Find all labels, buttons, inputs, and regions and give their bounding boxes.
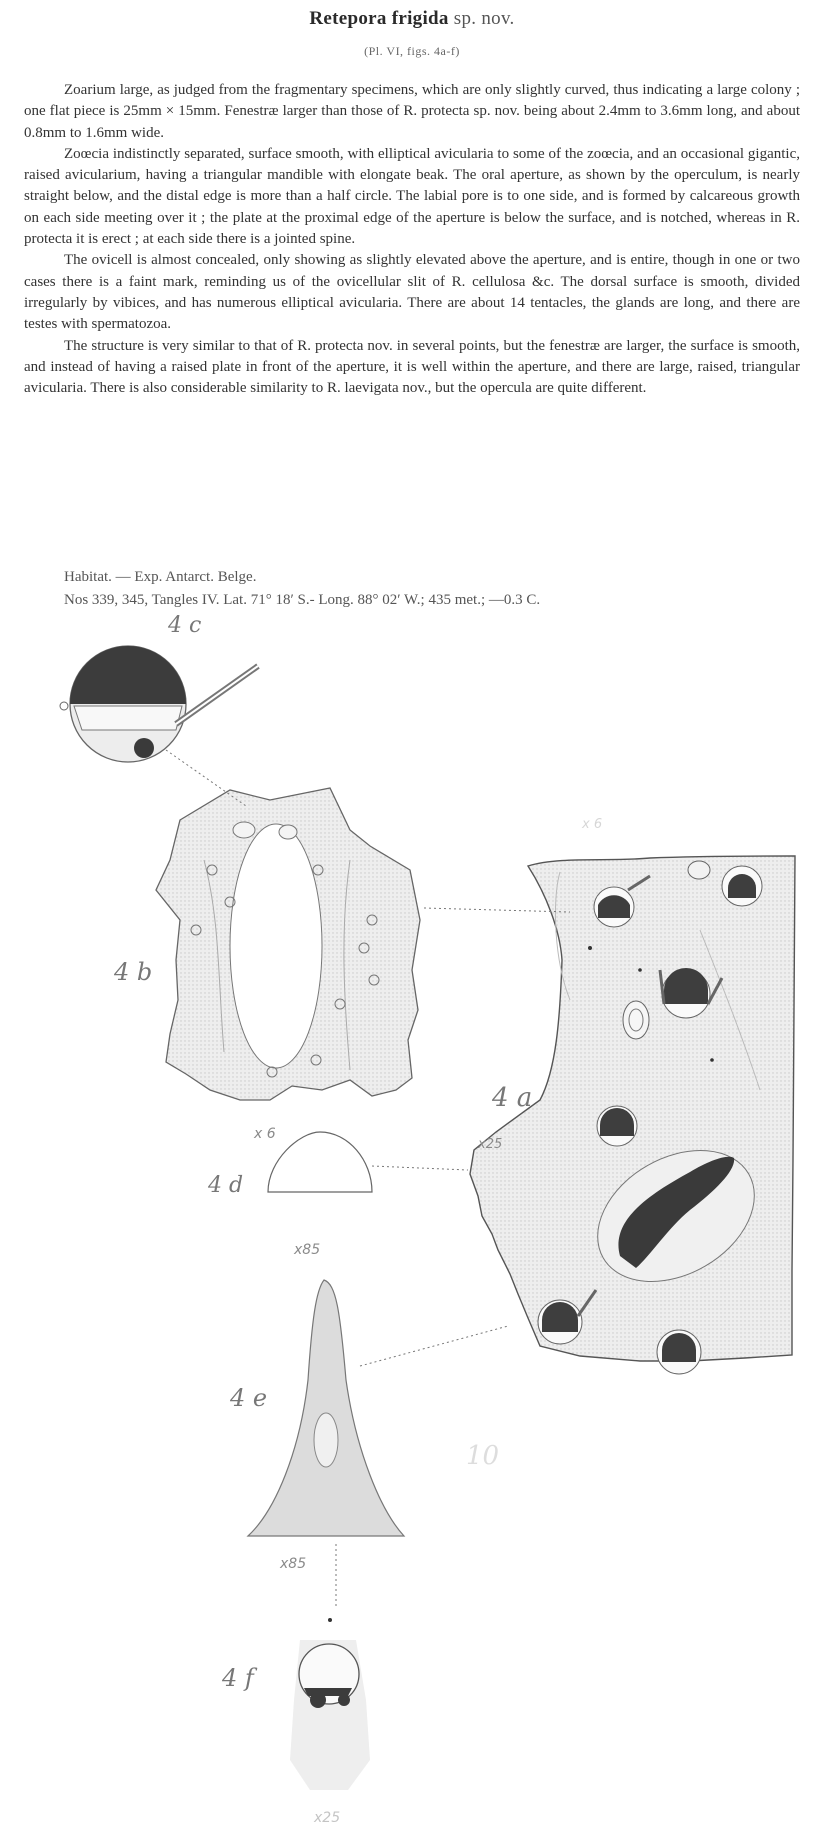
figure-label-4d: 4 d: [208, 1173, 244, 1198]
magnification-4d: x85: [294, 1242, 321, 1258]
magnification-4e: x85: [280, 1556, 307, 1572]
figure-4f-zooecium: [290, 1618, 370, 1790]
figure-4a-fragment: [470, 856, 795, 1374]
figure-label-4a: 4 a: [492, 1083, 533, 1113]
figure-label-4e: 4 e: [230, 1384, 268, 1412]
magnification-4b: x 6: [254, 1126, 276, 1142]
magnification-faint: x 6: [582, 817, 603, 832]
plate-reference: (Pl. VI, figs. 4a-f): [364, 44, 460, 58]
habitat-line: Habitat. — Exp. Antarct. Belge.: [64, 569, 257, 585]
figure-4e-mandible: [248, 1280, 404, 1536]
paragraph-zoarium: Zoarium large, as judged from the fragmentary specimens, which are only slightly curved, thus indicating a large colony ; one flat piece is 25mm × 15mm. Fenestræ larger than those of R. protecta sp. nov. being about 2.4mm to 3.6mm long, and about 0.8mm to 1.6mm wide.: [24, 82, 800, 141]
paragraph-zooecia: Zoœcia indistinctly separated, surface smooth, with elliptical avicularia to some of the zoœcia, and an occasional gigantic, raised avicularium, having a triangular mandible with elongate beak. The oral aperture, as shown by the operculum, is nearly straight below, and the distal edge is more than a half circle. The labial pore is to one side, and is formed by calcareous growth on each side meeting over it ; the plate at the proximal edge of the aperture is below the surface, and is notched, whereas in R. protecta it is erect ; at each side there is a jointed spine.: [24, 145, 800, 248]
paragraph-ovicell: The ovicell is almost concealed, only showing as slightly elevated above the aperture, and is entire, though in one or two cases there is a faint mark, reminding us of the ovicellular slit of R. cellulosa &c. The dorsal surface is smooth, divided irregularly by vibices, and has numerous elliptical avicularia. There are about 14 tentacles, the glands are long, and there are testes with spermatozoa.: [24, 252, 800, 333]
magnification-4a: x25: [478, 1137, 503, 1152]
figure-4d-operculum: [268, 1132, 372, 1192]
figure-label-4b: 4 b: [114, 958, 153, 986]
figure-label-4c: 4 c: [168, 613, 202, 638]
magnification-4f: x25: [314, 1810, 341, 1826]
species-name: Retepora frigida: [309, 8, 449, 29]
plate-number: 10: [466, 1441, 500, 1471]
station-line: Nos 339, 345, Tangles IV. Lat. 71° 18′ S.- Long. 88° 02′ W.; 435 met.; —0.3 C.: [64, 592, 541, 608]
figure-4c-operculum: [60, 646, 258, 762]
figure-4b-fenestra: [156, 788, 420, 1100]
species-status: sp. nov.: [448, 8, 515, 29]
figure-label-4f: 4 f: [222, 1664, 254, 1692]
paragraph-comparison: The structure is very similar to that of R. protecta nov. in several points, but the fenestræ are larger, the surface is smooth, and instead of having a raised plate in front of the aperture, it is well within the aperture, and there are large, raised, triangular avicularia. There is also considerable similarity to R. laevigata nov., but the opercula are quite different.: [24, 337, 800, 397]
